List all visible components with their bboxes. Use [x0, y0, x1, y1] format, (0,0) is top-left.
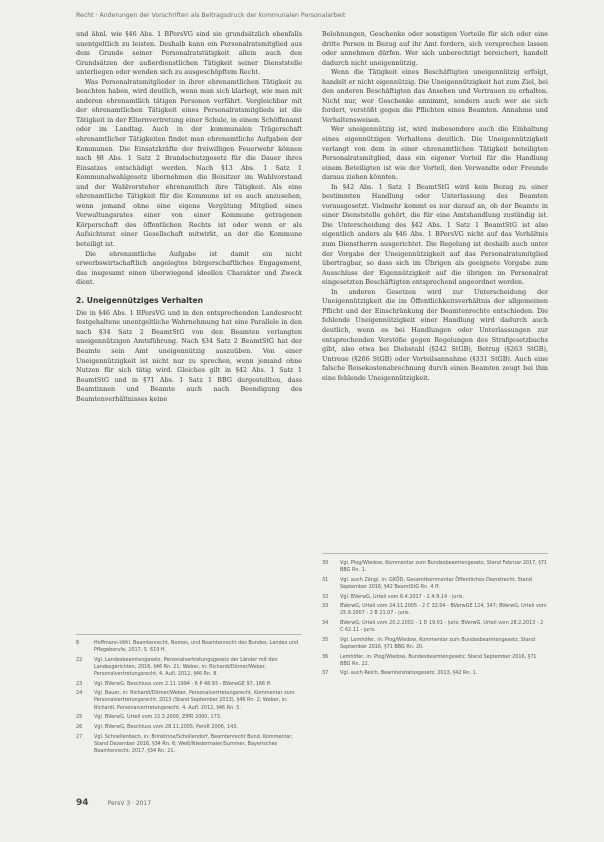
footnote-text: Vgl. auch Reich, Beamtenstatusgesetz, 2013, §42 Rn. 1.: [340, 670, 478, 677]
body-paragraph: Wenn die Tätigkeit eines Beschäftigten uneigennützig erfolgt, handelt er nicht eigennützig. Die Uneigennützigkeit hat zum Ziel, bei den anderen Beschäftigten das Ansehen und Vertrauen zu erhalten. Nicht nur, wer Geschenke annimmt, sondern auch wer sie sich fordert, verstößt gegen die Pflichten eines Beamten. Annahme und Verhaltensweisen.: [322, 68, 548, 124]
footnote-text: Vgl. BVerwG, Urteil vom 22.3.2000, ZfPR 2000, 173.: [94, 714, 222, 721]
footnote-text: Vgl. auch Zängl, in: GKÖD, Gesamtkommentar Öffentliches Dienstrecht, Stand September 2016, §42 BeamtStG Rn. 4 ff.: [340, 576, 532, 590]
footnote-text: BVerwG, Urteil vom 24.11.2005 - 2 C 32.04 - BVerwGE 124, 347; BVerwG, Urteil vom 25.9.2007 - 2 B 21.07 - juris.: [340, 603, 547, 617]
footnote-number: 27: [76, 733, 83, 740]
footnote-number: 24: [76, 690, 83, 697]
footnote: [76, 690, 302, 711]
footnotes-left: [76, 640, 302, 757]
running-head: Recht · Änderungen der Vorschriften als Beitragsdruck der kommunalen Personalarbeit: [76, 12, 346, 19]
footnote-number: 32: [322, 593, 329, 600]
footnote-text: Vgl. Landesbeamtengesetz, Personalvertretungsgesetz der Länder mit den Landesgerichten, 2016, §46 Rn. 21; Weber, in: Richardi/Dörner/Weber, Personalvertretungsrecht, 4. Aufl. 2012, §46 Rn. 8.: [94, 656, 278, 677]
page-footer: [76, 790, 151, 809]
footnote-number: 22: [76, 656, 83, 663]
footnote-text: Vgl. BVerwG, Urteil vom 6.4.2017 - 2 A 9.14 - juris.: [340, 593, 464, 600]
footnote-text: Hoffmann-Vöhl, Beamtenrecht, Nomos, und Beamtenrecht des Bundes, Landes und Pflegeberufe, 2017, S. 619 ff.: [94, 640, 299, 654]
footnote-divider: [76, 634, 302, 635]
footnote: [322, 654, 548, 668]
footnote-text: Vgl. Schnellenbach, in: Brinktrine/Schollendorf, Beamtenrecht Bund, Kommentar, Stand Dezember 2016, §34 Rn. 6; Weiß/Niedermaier/Summer, Bayerisches Beamtenrecht, 2017, §34 Rn. 21.: [94, 733, 293, 754]
footnote: [76, 724, 302, 731]
footnote-text: BVerwG, Urteil vom 20.2.2002 - 1 D 19.01 - juris; BVerwG, Urteil vom 28.2.2013 - 2 C 62.11 - juris.: [340, 620, 544, 634]
journal-issue: PersV 3 · 2017: [107, 800, 152, 807]
footnote: [322, 670, 548, 677]
body-paragraph: und ähnl. wie §46 Abs. 1 BPersVG sind sie grundsätzlich ebenfalls unentgeltlich zu leisten. Deshalb kann ein Personalratsmitglied aus dem Grunde seiner Personalratstätigkeit allein auch den Grundsätzen der außerdienstlichen Tätigkeit seiner Dienststelle unterliegen oder wenden sich zu ausgeschöpftem Recht.: [76, 30, 302, 77]
body-paragraph: Wer uneigennützig ist, wird insbesondere auch die Einhaltung eines eigennützigen Verhaltens deutlich. Die Uneigennützigkeit verlangt von dem in einer ehrenamtlichen Tätigkeit beteiligten Personalratsmitglied, dass ein eigener Vorteil für die Handlung einem Beteiligten ist wie der Vorteil, den Verwandte oder Freunde daraus ziehen könnten.: [322, 125, 548, 182]
footnote: [76, 734, 302, 755]
body-paragraph: Die in §46 Abs. 1 BPersVG und in den entsprechenden Landesrecht festgehaltene unentgeltliche Wahrnehmung hat eine Parallele in den nach §34 Satz 2 BeamtStG von den Beamten verlangten uneigennützigen Amtsführung. Nach §34 Satz 2 BeamtStG hat der Beamte sein Amt uneigennützig auszuüben. Von einer Uneigennützigkeit ist nicht nur zu sprechen, wenn jemand ohne Nutzen für sich tätig wird. Gleiches gilt in §42 Abs. 1 Satz 1 BeamtStG und in §71 Abs. 1 Satz 1 BBG dargestellten, dass Beamtinnen und Beamte auch nach Beendigung des Beamtenverhältnisses keine: [76, 308, 302, 403]
footnote: [322, 603, 548, 617]
footnote: [322, 560, 548, 574]
footnote: [76, 640, 302, 654]
footnote: [322, 594, 548, 601]
body-paragraph: Belohnungen, Geschenke oder sonstigen Vorteile für sich oder eine dritte Person in Bezug auf ihr Amt fordern, sich versprechen lassen oder annehmen dürfen. Wer sich unberechtigt bereichert, handelt dadurch nicht uneigennützig.: [322, 30, 548, 67]
footnote-number: 35: [322, 636, 329, 643]
footnote: [322, 620, 548, 634]
footnote-number: 31: [322, 576, 329, 583]
footnote: [322, 577, 548, 591]
footnote-text: Lemhöfer, in: Plog/Wiedow, Bundesbeamtengesetz, Stand September 2016, §71 BBG Rn. 22.: [340, 653, 537, 667]
footnote-text: Vgl. BVerwG, Beschluss vom 28.11.2005, PersR 2006, 143.: [94, 723, 238, 730]
footnote-text: Vgl. Bauer, in: Richardi/Dörner/Weber, Personalvertretungsrecht, Kommentar zum Personalvertretungsrecht, 2013 (Stand September 2013), §46 Rn. 2; Weber, in: Richardi, Personalvertretungsrecht, 4. Aufl. 2012, §46 Rn. 5.: [94, 690, 295, 711]
page-number: 94: [76, 798, 89, 808]
body-paragraph: Die ehrenamtliche Aufgabe ist damit ein nicht erwerbswirtschaftlich angelegtes bürgerschaftliches Engagement, das insgesamt einen überwiegend ideellen Charakter und Zweck dient.: [76, 249, 302, 287]
section-heading: 2. Uneigennütziges Verhalten: [76, 295, 204, 305]
footnote: [76, 714, 302, 721]
footnote-divider: [322, 553, 548, 554]
footnote-number: 34: [322, 620, 329, 627]
footnote-text: Vgl. BVerwG, Beschluss vom 2.11.1994 - 6 P 48.93 - BVerwGE 97, 166 ff.: [94, 680, 272, 687]
footnote-number: 36: [322, 653, 329, 660]
footnote-number: 23: [76, 680, 83, 687]
body-paragraph: In §42 Abs. 1 Satz 1 BeamtStG wird kein Bezug zu einer bestimmten Handlung oder Unterlassung des Beamten vorausgesetzt. Vielmehr kommt es nur darauf an, ob der Beamte in einer Dienststelle gehört, die für eine Amtshandlung zuständig ist. Die Unterscheidung des §42 Abs. 1 Satz 1 BeamtStG ist also eigentlich anders als §46 Abs. 1 BPersVG nicht auf das Verhältnis zum Dienstherrn ausgerichtet. Die Regelung ist deshalb auch unter der Vorgabe der Uneigennützigkeit auf das Personalratsmitglied übertragbar, so dass sich im Übrigen als geeignete Vorgabe zum Ausschluss der Eigennützigkeit auf die übrigen im Personalrat eingesetzten Beschäftigten entsprechend angeordnet werden.: [322, 182, 548, 287]
footnote-number: 37: [322, 670, 329, 677]
footnote-text: Vgl. Lemhöfer, in: Plog/Wiedow, Kommentar zum Bundesbeamtengesetz, Stand September 2016, §71 BBG Rn. 20.: [340, 636, 535, 650]
footnote: [322, 637, 548, 651]
footnote-number: 8: [76, 640, 80, 646]
footnote-number: 25: [76, 714, 83, 721]
footnote-text: Vgl. Plog/Wiedow, Kommentar zum Bundesbeamtengesetz, Stand Februar 2017, §71 BBG Rn. 1.: [340, 560, 548, 574]
right-text-column: [322, 30, 548, 550]
footnote-number: 30: [322, 560, 329, 566]
body-paragraph: In anderen Gesetzen wird zur Unterscheidung der Uneigennützigkeit die im Öffentlichkeitsverhältnis der allgemeinen Pflicht und der Einschränkung der Beamtenrechte entschieden. Die fehlende Uneigennützigkeit einer Handlung wird dadurch auch deutlich, wenn es bei Handlungen oder Unterlassungen zur entsprechenden Verstöße gegen Regelungen des Strafgesetzbuchs gibt, also etwa bei Diebstahl (§242 StGB), Betrug (§263 StGB), Untreue (§266 StGB) oder Vorteilsannahme (§331 StGB). Auch eine falsche Reisekostenabrechnung durch einen Beamten zeugt bei ihm eine fehlende Uneigennützigkeit.: [322, 287, 548, 382]
footnote: [76, 681, 302, 688]
footnote-number: 33: [322, 603, 329, 610]
footnote-number: 26: [76, 723, 83, 730]
left-text-column: [76, 30, 302, 630]
footnotes-right: [322, 560, 548, 680]
footnote: [76, 657, 302, 678]
body-paragraph: Was Personalratsmitglieder in ihrer ehrenamtlichen Tätigkeit zu beachten haben, wird deutlich, wenn man sich klarlegt, wie man mit anderen ehrenamtlich tätigen Personen verfährt. Vergleichbar mit der ehrenamtlichen Tätigkeit eines Personalratsmitglieds ist die Tätigkeit in der Elternvertretung einer Schule, in einem Schöffenamt oder im Landtag. Auch in der kommunalen Trägerschaft ehrenamtlicher Tätigkeiten findet man ehrenamtliche Aufgaben der Kommunen. Die Einsatzkräfte der freiwilligen Feuerwehr können nach §8 Abs. 1 Satz 2 Brandschutzgesetz für die Dauer ihres Einsatzes entschädigt werden. Nach §13 Abs. 1 Satz 1 Kommunalwahlgesetz übernehmen die Beisitzer im Wahlvorstand und der Wahlvorsteher ehrenamtlich ihre Tätigkeit. Als eine ehrenamtliche Tätigkeit für die Kommune ist es auch anzusehen, wenn jemand ohne eine eigene Vergütung Mitglied eines Verwaltungsrates einer von einer Kommune getragenen Körperschaft des öffentlichen Rechts ist oder wenn er als Aufsichtsrat einer Gesellschaft mitwirkt, an der die Kommune beteiligt ist.: [76, 77, 302, 249]
